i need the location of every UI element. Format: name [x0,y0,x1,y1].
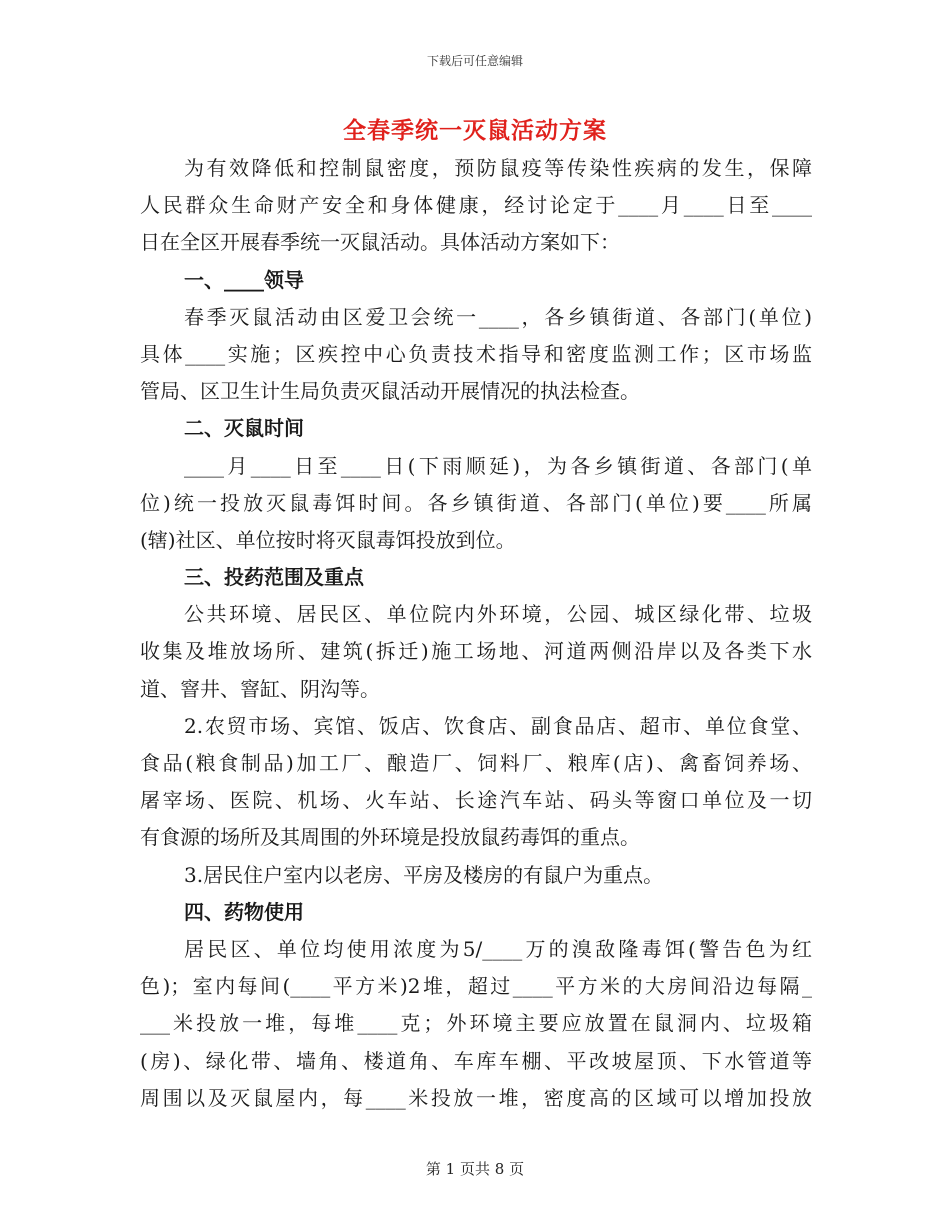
body-line: 屠宰场、医院、机场、火车站、长途汽车站、码头等窗口单位及一切 [140,788,812,813]
body-line: ____月____日至____日(下雨顺延)，为各乡镇街道、各部门(单 [184,453,812,478]
body-line: 公共环境、居民区、单位院内外环境，公园、城区绿化带、垃圾 [184,602,812,627]
body-line: 有食源的场所及其周围的外环境是投放鼠药毒饵的重点。 [140,825,640,850]
page-footer: 第 1 页共 8 页 [425,1160,525,1178]
body-line: 2.农贸市场、宾馆、饭店、饮食店、副食品店、超市、单位食堂、 [184,713,812,738]
section-heading-3: 三、投药范围及重点 [184,565,364,590]
document-title: 全春季统一灭鼠活动方案 [343,117,607,144]
body-line: 居民区、单位均使用浓度为5/____万的溴敌隆毒饵(警告色为红 [184,936,812,961]
body-line: 管局、区卫生计生局负责灭鼠活动开展情况的执法检查。 [140,379,640,404]
body-line: 人民群众生命财产安全和身体健康，经讨论定于____月____日至____ [140,193,812,218]
body-line: 为有效降低和控制鼠密度，预防鼠疫等传染性疾病的发生，保障 [184,156,812,180]
body-line: 周围以及灭鼠屋内，每____米投放一堆，密度高的区域可以增加投放 [140,1085,812,1110]
body-line: 位)统一投放灭鼠毒饵时间。各乡镇街道、各部门(单位)要____所属 [140,490,812,515]
header-note: 下载后可任意编辑 [426,54,523,68]
body-line: 收集及堆放场所、建筑(拆迁)施工场地、河道两侧沿岸以及各类下水 [140,639,812,664]
section-heading-2: 二、灭鼠时间 [184,416,304,441]
section-heading-1: 一、____领导 [184,267,304,292]
body-line: 道、窨井、窨缸、阴沟等。 [140,676,380,701]
body-line: (辖)社区、单位按时将灭鼠毒饵投放到位。 [140,527,516,552]
body-line: 3.居民住户室内以老房、平房及楼房的有鼠户为重点。 [184,862,664,887]
document-body [140,150,812,1117]
body-line: 春季灭鼠活动由区爱卫会统一____，各乡镇街道、各部门(单位) [184,304,812,329]
body-line: 具体____实施；区疾控中心负责技术指导和密度监测工作；区市场监 [140,341,812,366]
section-heading-4: 四、药物使用 [184,899,304,924]
body-line: 色)；室内每间(____平方米)2堆，超过____平方米的大房间沿边每隔_ [140,974,812,999]
body-line: ___米投放一堆，每堆____克；外环境主要应放置在鼠洞内、垃圾箱 [140,1011,812,1036]
body-line: 食品(粮食制品)加工厂、酿造厂、饲料厂、粮库(店)、禽畜饲养场、 [140,751,812,775]
body-line: (房)、绿化带、墙角、楼道角、车库车棚、平改坡屋顶、下水管道等 [140,1048,812,1073]
body-line: 日在全区开展春季统一灭鼠活动。具体活动方案如下： [140,230,620,255]
